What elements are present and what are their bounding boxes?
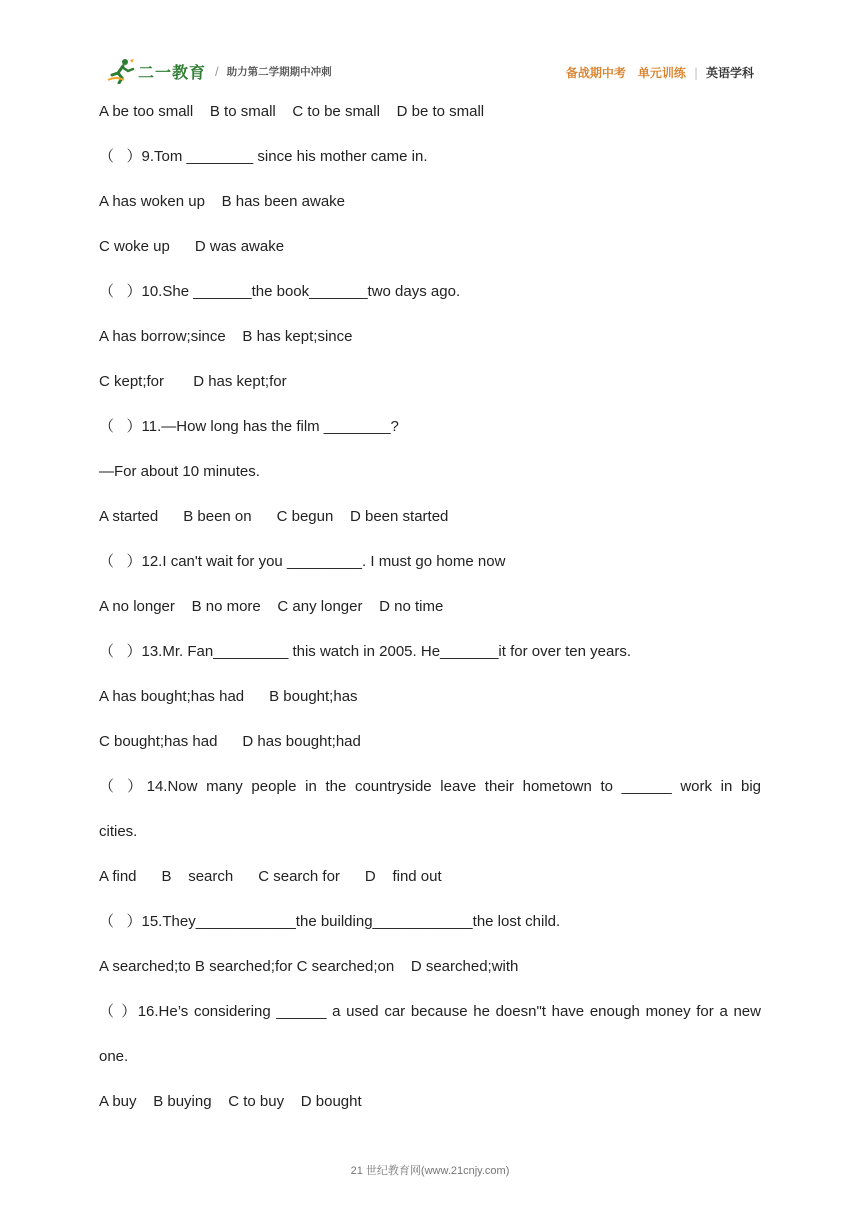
question-14-cont: cities. <box>99 823 138 840</box>
option-line-9b: C woke up D was awake <box>99 238 285 255</box>
option-line-12: A no longer B no more C any longer D no time <box>99 598 444 615</box>
option-line-16: A buy B buying C to buy D bought <box>99 1093 362 1110</box>
option-line-13b: C bought;has had D has bought;had <box>99 733 361 750</box>
option-line-14: A find B search C search for D find out <box>99 868 442 885</box>
logo <box>106 58 332 84</box>
option-line-10b: C kept;for D has kept;for <box>99 373 287 390</box>
tag-divider: | <box>693 65 698 80</box>
logo-text: 二一教育 <box>138 62 207 82</box>
question-11-reply: —For about 10 minutes. <box>99 463 260 480</box>
question-10: （ ）10.She _______the book_______two days ago. <box>99 283 461 300</box>
option-line-9a: A has woken up B has been awake <box>99 193 345 210</box>
question-14: （ ）14.Now many people in the countryside leave their hometown to ______ work in big <box>99 778 761 795</box>
question-13: （ ）13.Mr. Fan_________ this watch in 2005. He_______it for over ten years. <box>99 643 631 660</box>
option-line-10a: A has borrow;since B has kept;since <box>99 328 353 345</box>
tag-unit-training: 单元训练 <box>637 66 686 80</box>
question-11: （ ）11.—How long has the film ________? <box>99 418 399 435</box>
page-header <box>0 0 860 100</box>
option-line-11: A started B been on C begun D been started <box>99 508 449 525</box>
option-line-15: A searched;to B searched;for C searched;on D searched;with <box>99 958 519 975</box>
runner-logo-icon <box>106 58 136 84</box>
option-line-8: A be too small B to small C to be small D be to small <box>99 103 485 120</box>
tag-subject: 英语学科 <box>705 66 754 80</box>
page-footer: 21 世纪教育网(www.21cnjy.com) <box>350 1165 510 1177</box>
header-slogan: 助力第二学期期中冲刺 <box>226 65 332 78</box>
question-9: （ ）9.Tom ________ since his mother came in. <box>99 148 428 165</box>
question-16-cont: one. <box>99 1048 129 1065</box>
question-16: （ ）16.He’s considering ______ a used car because he doesn"t have enough money for a new <box>99 1003 761 1020</box>
question-15: （ ）15.They____________the building____________the lost child. <box>99 913 561 930</box>
header-tags <box>566 64 754 81</box>
tag-midterm: 备战期中考 <box>565 66 626 80</box>
logo-separator: / <box>215 63 219 79</box>
option-line-13a: A has bought;has had B bought;has <box>99 688 358 705</box>
question-12: （ ）12.I can't wait for you _________. I must go home now <box>99 553 506 570</box>
